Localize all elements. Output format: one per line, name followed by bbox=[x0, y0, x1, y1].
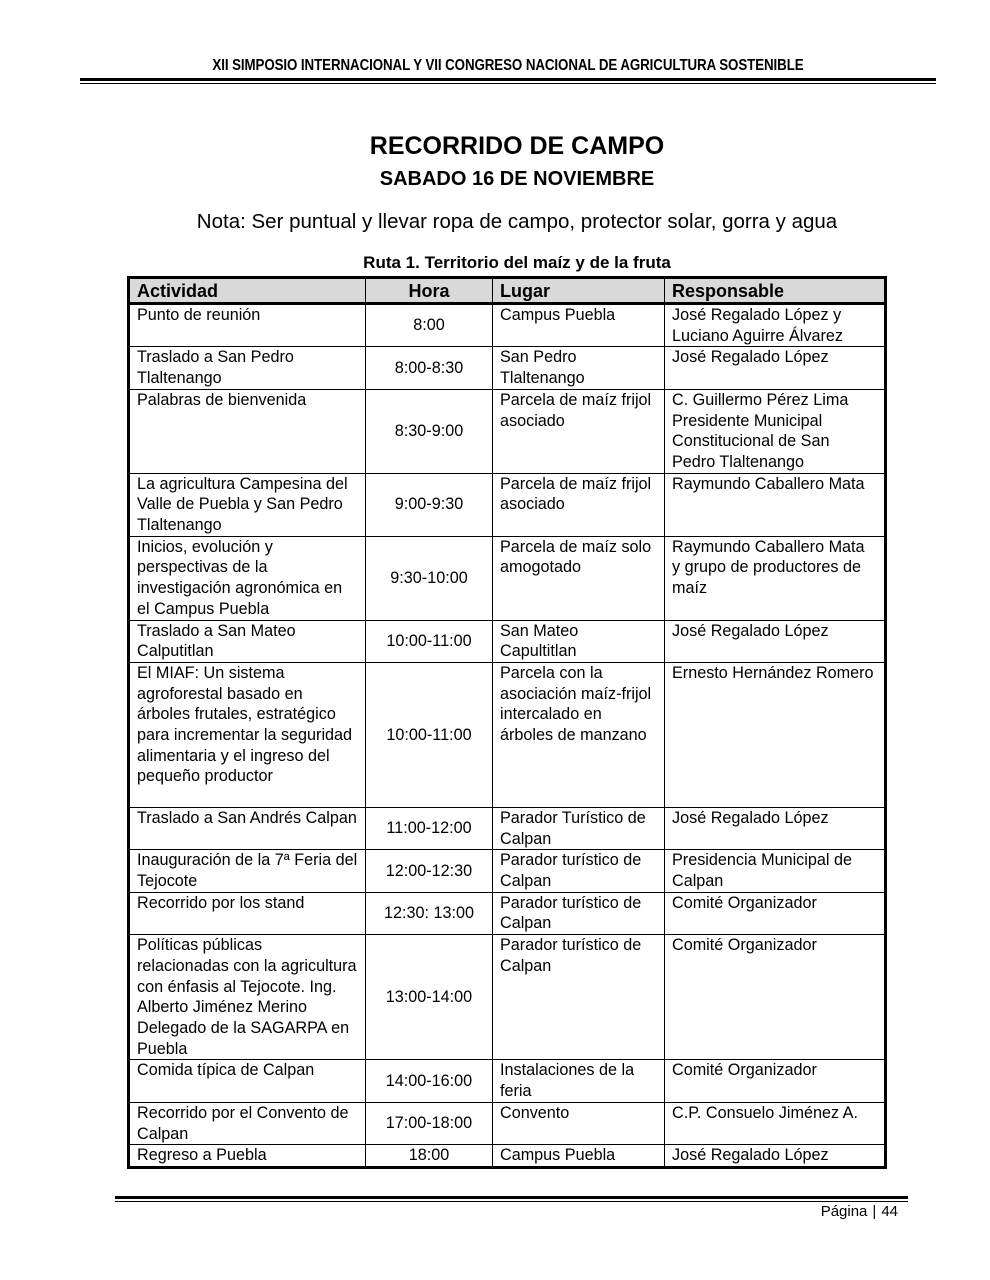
route-table bbox=[127, 276, 887, 1169]
cell-responsable: José Regalado López bbox=[665, 807, 886, 849]
table-row bbox=[129, 892, 886, 934]
cell-lugar: Parador turístico de Calpan bbox=[493, 935, 665, 1060]
cell-hora: 9:30-10:00 bbox=[366, 536, 493, 620]
cell-actividad: Recorrido por los stand bbox=[129, 892, 366, 934]
page-number-value: 44 bbox=[881, 1203, 898, 1220]
cell-actividad: Traslado a San Andrés Calpan bbox=[129, 807, 366, 849]
cell-lugar: Parcela de maíz frijol asociado bbox=[493, 389, 665, 473]
cell-hora: 11:00-12:00 bbox=[366, 807, 493, 849]
cell-responsable: Comité Organizador bbox=[665, 1060, 886, 1102]
table-row bbox=[129, 662, 886, 807]
cell-hora: 8:00-8:30 bbox=[366, 347, 493, 389]
cell-hora: 12:30: 13:00 bbox=[366, 892, 493, 934]
table-body bbox=[129, 304, 886, 1168]
cell-hora: 9:00-9:30 bbox=[366, 473, 493, 536]
cell-responsable: José Regalado López bbox=[665, 347, 886, 389]
table-row bbox=[129, 1145, 886, 1168]
cell-hora: 12:00-12:30 bbox=[366, 850, 493, 892]
cell-lugar: Parcela con la asociación maíz-frijol intercalado en árboles de manzano bbox=[493, 662, 665, 807]
cell-hora: 10:00-11:00 bbox=[366, 620, 493, 662]
page-number bbox=[821, 1203, 898, 1220]
cell-actividad: Regreso a Puebla bbox=[129, 1145, 366, 1168]
table-row bbox=[129, 389, 886, 473]
cell-hora: 13:00-14:00 bbox=[366, 935, 493, 1060]
cell-responsable: Presidencia Municipal de Calpan bbox=[665, 850, 886, 892]
column-header-actividad: Actividad bbox=[129, 278, 366, 304]
note-text: Nota: Ser puntual y llevar ropa de campo, protector solar, gorra y agua bbox=[196, 210, 838, 233]
cell-actividad: Recorrido por el Convento de Calpan bbox=[129, 1102, 366, 1144]
cell-actividad: Traslado a San Pedro Tlaltenango bbox=[129, 347, 366, 389]
table-row bbox=[129, 347, 886, 389]
table-row bbox=[129, 850, 886, 892]
cell-actividad: Palabras de bienvenida bbox=[129, 389, 366, 473]
cell-lugar: Parcela de maíz solo amogotado bbox=[493, 536, 665, 620]
page-separator: | bbox=[872, 1203, 877, 1220]
cell-lugar: Instalaciones de la feria bbox=[493, 1060, 665, 1102]
cell-hora: 14:00-16:00 bbox=[366, 1060, 493, 1102]
table-row bbox=[129, 620, 886, 662]
cell-responsable: Ernesto Hernández Romero bbox=[665, 662, 886, 807]
cell-hora: 18:00 bbox=[366, 1145, 493, 1168]
cell-lugar: San Mateo Capultitlan bbox=[493, 620, 665, 662]
cell-responsable: C. Guillermo Pérez Lima Presidente Municipal Constitucional de San Pedro Tlaltenango bbox=[665, 389, 886, 473]
header-rule-thin bbox=[80, 83, 936, 84]
cell-lugar: Parador turístico de Calpan bbox=[493, 892, 665, 934]
cell-lugar: Parador Turístico de Calpan bbox=[493, 807, 665, 849]
page-subtitle: SABADO 16 DE NOVIEMBRE bbox=[379, 168, 655, 190]
table-row bbox=[129, 473, 886, 536]
column-header-lugar: Lugar bbox=[493, 278, 665, 304]
cell-responsable: Raymundo Caballero Mata bbox=[665, 473, 886, 536]
cell-lugar: Parador turístico de Calpan bbox=[493, 850, 665, 892]
table-row bbox=[129, 304, 886, 347]
page-label: Página bbox=[820, 1203, 868, 1220]
table-row bbox=[129, 1060, 886, 1102]
cell-responsable: Comité Organizador bbox=[665, 935, 886, 1060]
cell-lugar: Campus Puebla bbox=[493, 1145, 665, 1168]
cell-actividad: Traslado a San Mateo Calputitlan bbox=[129, 620, 366, 662]
table-row bbox=[129, 935, 886, 1060]
footer-rule bbox=[115, 1196, 908, 1199]
cell-responsable: José Regalado López bbox=[665, 1145, 886, 1168]
cell-responsable: José Regalado López y Luciano Aguirre Álvarez bbox=[665, 304, 886, 347]
cell-hora: 17:00-18:00 bbox=[366, 1102, 493, 1144]
footer-rule-thin bbox=[115, 1201, 908, 1202]
cell-hora: 10:00-11:00 bbox=[366, 662, 493, 807]
cell-lugar: San Pedro Tlaltenango bbox=[493, 347, 665, 389]
cell-actividad: Inauguración de la 7ª Feria del Tejocote bbox=[129, 850, 366, 892]
table-caption: Ruta 1. Territorio del maíz y de la fruta bbox=[363, 253, 671, 272]
cell-responsable: C.P. Consuelo Jiménez A. bbox=[665, 1102, 886, 1144]
cell-hora: 8:30-9:00 bbox=[366, 389, 493, 473]
table-row bbox=[129, 536, 886, 620]
cell-lugar: Campus Puebla bbox=[493, 304, 665, 347]
cell-responsable: Raymundo Caballero Mata y grupo de productores de maíz bbox=[665, 536, 886, 620]
running-header: XII SIMPOSIO INTERNACIONAL Y VII CONGRESO NACIONAL DE AGRICULTURA SOSTENIBLE bbox=[212, 57, 804, 74]
header-rule bbox=[80, 78, 936, 81]
cell-actividad: El MIAF: Un sistema agroforestal basado en árboles frutales, estratégico para incrementar la seguridad alimentaria y el ingreso del pequeño productor bbox=[129, 662, 366, 807]
cell-responsable: Comité Organizador bbox=[665, 892, 886, 934]
page-title: RECORRIDO DE CAMPO bbox=[369, 132, 665, 160]
column-header-hora: Hora bbox=[366, 278, 493, 304]
cell-actividad: Políticas públicas relacionadas con la agricultura con énfasis al Tejocote. Ing. Alberto Jiménez Merino Delegado de la SAGARPA en Puebla bbox=[129, 935, 366, 1060]
cell-actividad: Comida típica de Calpan bbox=[129, 1060, 366, 1102]
table-row bbox=[129, 1102, 886, 1144]
column-header-responsable: Responsable bbox=[665, 278, 886, 304]
table-row bbox=[129, 807, 886, 849]
cell-responsable: José Regalado López bbox=[665, 620, 886, 662]
cell-lugar: Parcela de maíz frijol asociado bbox=[493, 473, 665, 536]
table-header-row bbox=[129, 278, 886, 304]
cell-lugar: Convento bbox=[493, 1102, 665, 1144]
cell-actividad: Punto de reunión bbox=[129, 304, 366, 347]
cell-hora: 8:00 bbox=[366, 304, 493, 347]
cell-actividad: Inicios, evolución y perspectivas de la investigación agronómica en el Campus Puebla bbox=[129, 536, 366, 620]
cell-actividad: La agricultura Campesina del Valle de Puebla y San Pedro Tlaltenango bbox=[129, 473, 366, 536]
